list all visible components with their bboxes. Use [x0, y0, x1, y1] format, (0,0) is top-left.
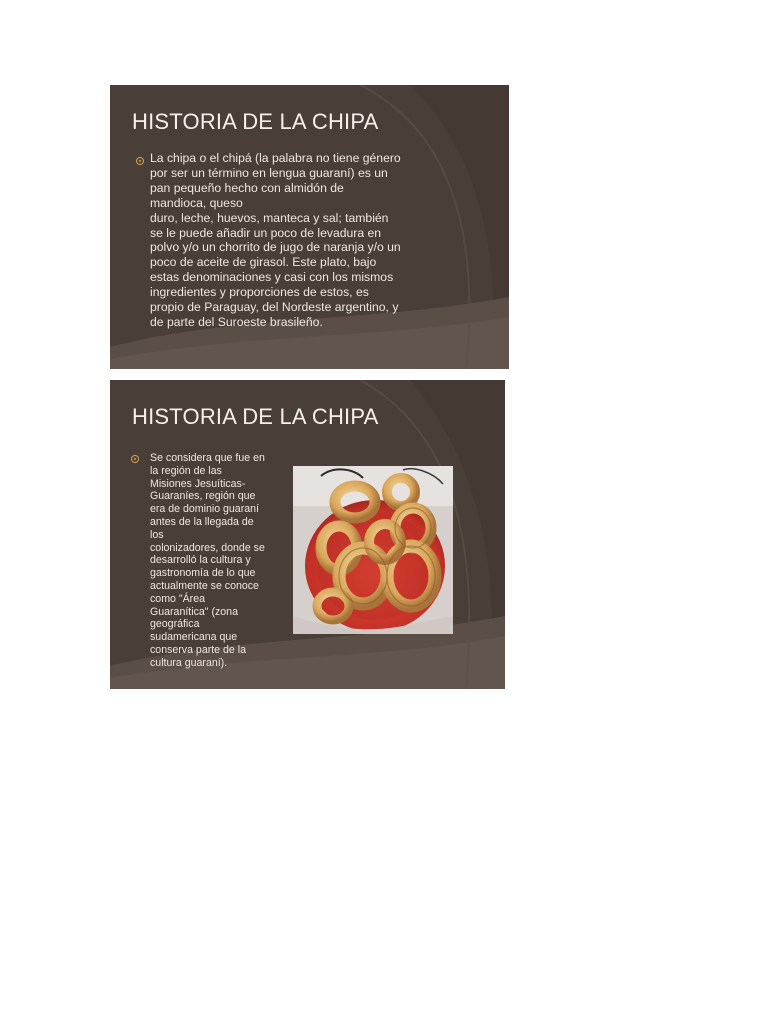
- slide-title: HISTORIA DE LA CHIPA: [132, 404, 379, 429]
- slide-body-text: Se considera que fue en la región de las Misiones Jesuíticas- Guaraníes, región que era de dominio guaraní antes de la llegada de los colonizadores, donde se desarrolló la cultura y gastronomía de lo que actualmente se conoce como "Área Guaranítica" (zona geográfica sudamericana que conserva parte de la cultura guaraní).: [150, 452, 265, 669]
- bullet-icon: [131, 455, 139, 463]
- slide-1: [110, 85, 509, 369]
- chipa-bread-rings-icon: [293, 466, 453, 634]
- slide-title: HISTORIA DE LA CHIPA: [132, 109, 379, 134]
- chipa-photo: [293, 466, 453, 634]
- slide-body-text: La chipa o el chipá (la palabra no tiene género por ser un término en lengua guaraní) es un pan pequeño hecho con almidón de mandioca, queso duro, leche, huevos, manteca y sal; también se le puede añadir un poco de levadura en polvo y/o un chorrito de jugo de naranja y/o un poco de aceite de girasol. Este plato, bajo estas denominaciones y casi con los mismos ingredientes y proporciones de estos, es propio de Paraguay, del Nordeste argentino, y de parte del Suroeste brasileño.: [150, 151, 401, 329]
- bullet-icon: [136, 157, 144, 165]
- slide-2: [110, 380, 505, 689]
